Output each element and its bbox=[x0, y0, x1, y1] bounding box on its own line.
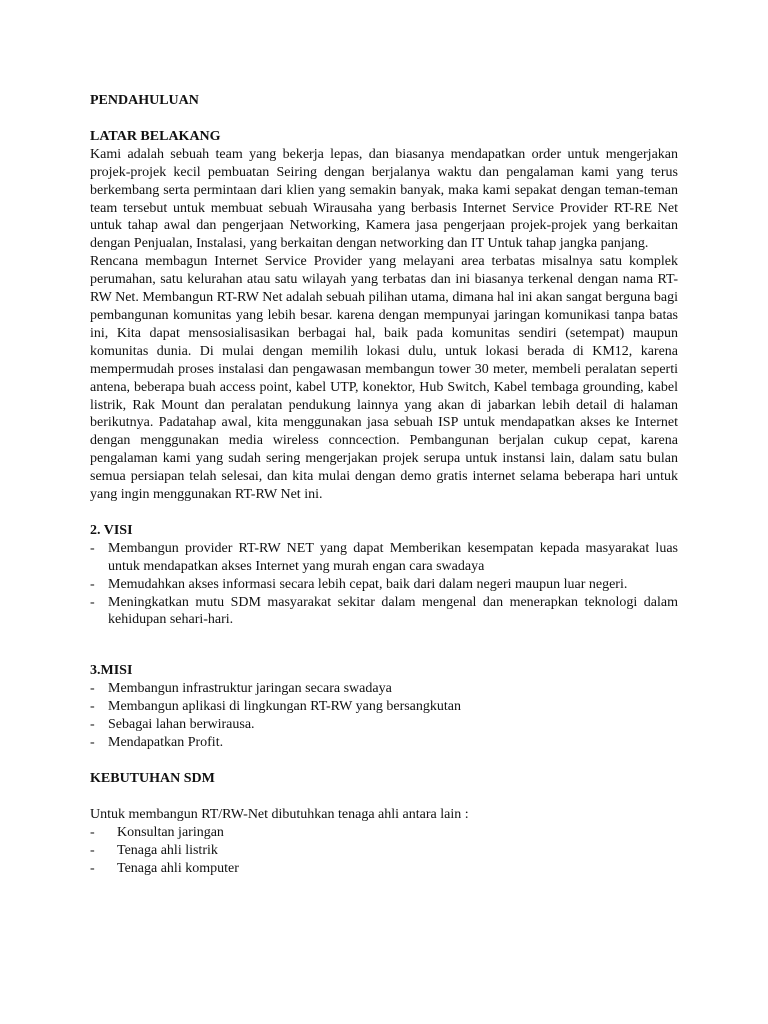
latar-paragraph-2: Rencana membagun Internet Service Provider yang melayani area terbatas misalnya satu komplek perumahan, satu kelurahan atau satu wilayah yang terbatas dan ini biasanya terkenal dengan nama RT-RW Net. Membangun RT-RW Net adalah sebuah pilihan utama, dimana hal ini akan sangat berguna bagi pembangunan komunitas yang lebih besar. karena dengan mempunyai jaringan komunikasi tanpa batas ini, Kita dapat mensosialisasikan berbagai hal, baik pada komunitas sendiri (setempat) maupun komunitas dunia. Di mulai dengan memilih lokasi dulu, untuk lokasi berada di KM12, karena mempermudah proses instalasi dan pengawasan membangun tower 30 meter, membeli peralatan seperti antena, beberapa buah access point, kabel UTP, konektor, Hub Switch, Kabel tembaga grounding, kabel listrik, Rak Mount dan peralatan pendukung lainnya yang akan di jabarkan lebih detail di halaman berikutnya. Padatahap awal, kita menggunakan jasa sebuah ISP untuk mendapatkan akses ke Internet dengan menggunakan media wireless conncection. Pembangunan berjalan cukup cepat, karena pengalaman kami yang sudah sering mengerjakan projek serupa untuk instansi lain, dalam satu bulan semua persiapan telah selesai, dan kita mulai dengan demo gratis internet selama beberapa hari untuk yang ingin menggunakan RT-RW Net ini. bbox=[90, 254, 678, 503]
list-item: - Memudahkan akses informasi secara lebih cepat, baik dari dalam negeri maupun luar negeri. bbox=[90, 576, 628, 592]
sdm-list bbox=[90, 824, 678, 878]
bullet-dash: - bbox=[90, 842, 95, 858]
bullet-dash: - bbox=[90, 699, 95, 715]
kebutuhan-sdm-heading: KEBUTUHAN SDM bbox=[90, 770, 215, 786]
list-item: - Membangun aplikasi di lingkungan RT-RW yang bersangkutan bbox=[90, 699, 462, 715]
list-item: - Meningkatkan mutu SDM masyarakat sekitar dalam mengenal dan menerapkan teknologi dalam kehidupan sehari-hari. bbox=[90, 594, 678, 628]
latar-paragraph-1: Kami adalah sebuah team yang bekerja lepas, dan biasanya mendapatkan order untuk mengerjakan projek-projek kecil pembuatan Seiring dengan berjalanya waktu dan pengalaman kami yang terus berkembang serta permintaan dari klien yang semakin banyak, maka kami sepakat dengan teman-teman team tersebut untuk membuat sebuah Wirausaha yang berbasis Internet Service Provider RT-RE Net untuk tahap awal dan pengerjaan Networking, Kamera jasa pengerjaan projek-projek yang berkaitan dengan Penjualan, Instalasi, yang berkaitan dengan networking dan IT Untuk tahap jangka panjang. bbox=[90, 146, 678, 252]
list-item: - Mendapatkan Profit. bbox=[90, 735, 224, 750]
bullet-dash: - bbox=[90, 576, 95, 592]
list-item: - Konsultan jaringan bbox=[90, 824, 224, 840]
list-item: - Sebagai lahan berwirausa. bbox=[90, 717, 255, 733]
bullet-dash: - bbox=[90, 681, 95, 697]
document-title: PENDAHULUAN bbox=[90, 93, 199, 108]
visi-list bbox=[90, 540, 678, 630]
list-item: - Membangun infrastruktur jaringan secara swadaya bbox=[90, 681, 392, 697]
list-item: - Tenaga ahli komputer bbox=[90, 860, 239, 876]
bullet-dash: - bbox=[90, 540, 95, 556]
sdm-intro: Untuk membangun RT/RW-Net dibutuhkan tenaga ahli antara lain : bbox=[90, 806, 469, 822]
bullet-dash: - bbox=[90, 860, 95, 876]
bullet-dash: - bbox=[90, 824, 95, 840]
list-item: - Membangun provider RT-RW NET yang dapat Memberikan kesempatan kepada masyarakat luas untuk mendapatkan akses Internet yang murah engan cara swadaya bbox=[90, 540, 678, 574]
misi-heading: 3.MISI bbox=[90, 663, 133, 679]
bullet-dash: - bbox=[90, 735, 95, 750]
bullet-dash: - bbox=[90, 594, 95, 610]
bullet-dash: - bbox=[90, 717, 95, 733]
document-page bbox=[90, 92, 678, 877]
visi-heading: 2. VISI bbox=[90, 522, 133, 538]
latar-belakang-heading: LATAR BELAKANG bbox=[90, 128, 221, 144]
misi-list bbox=[90, 680, 678, 752]
list-item: - Tenaga ahli listrik bbox=[90, 842, 218, 858]
